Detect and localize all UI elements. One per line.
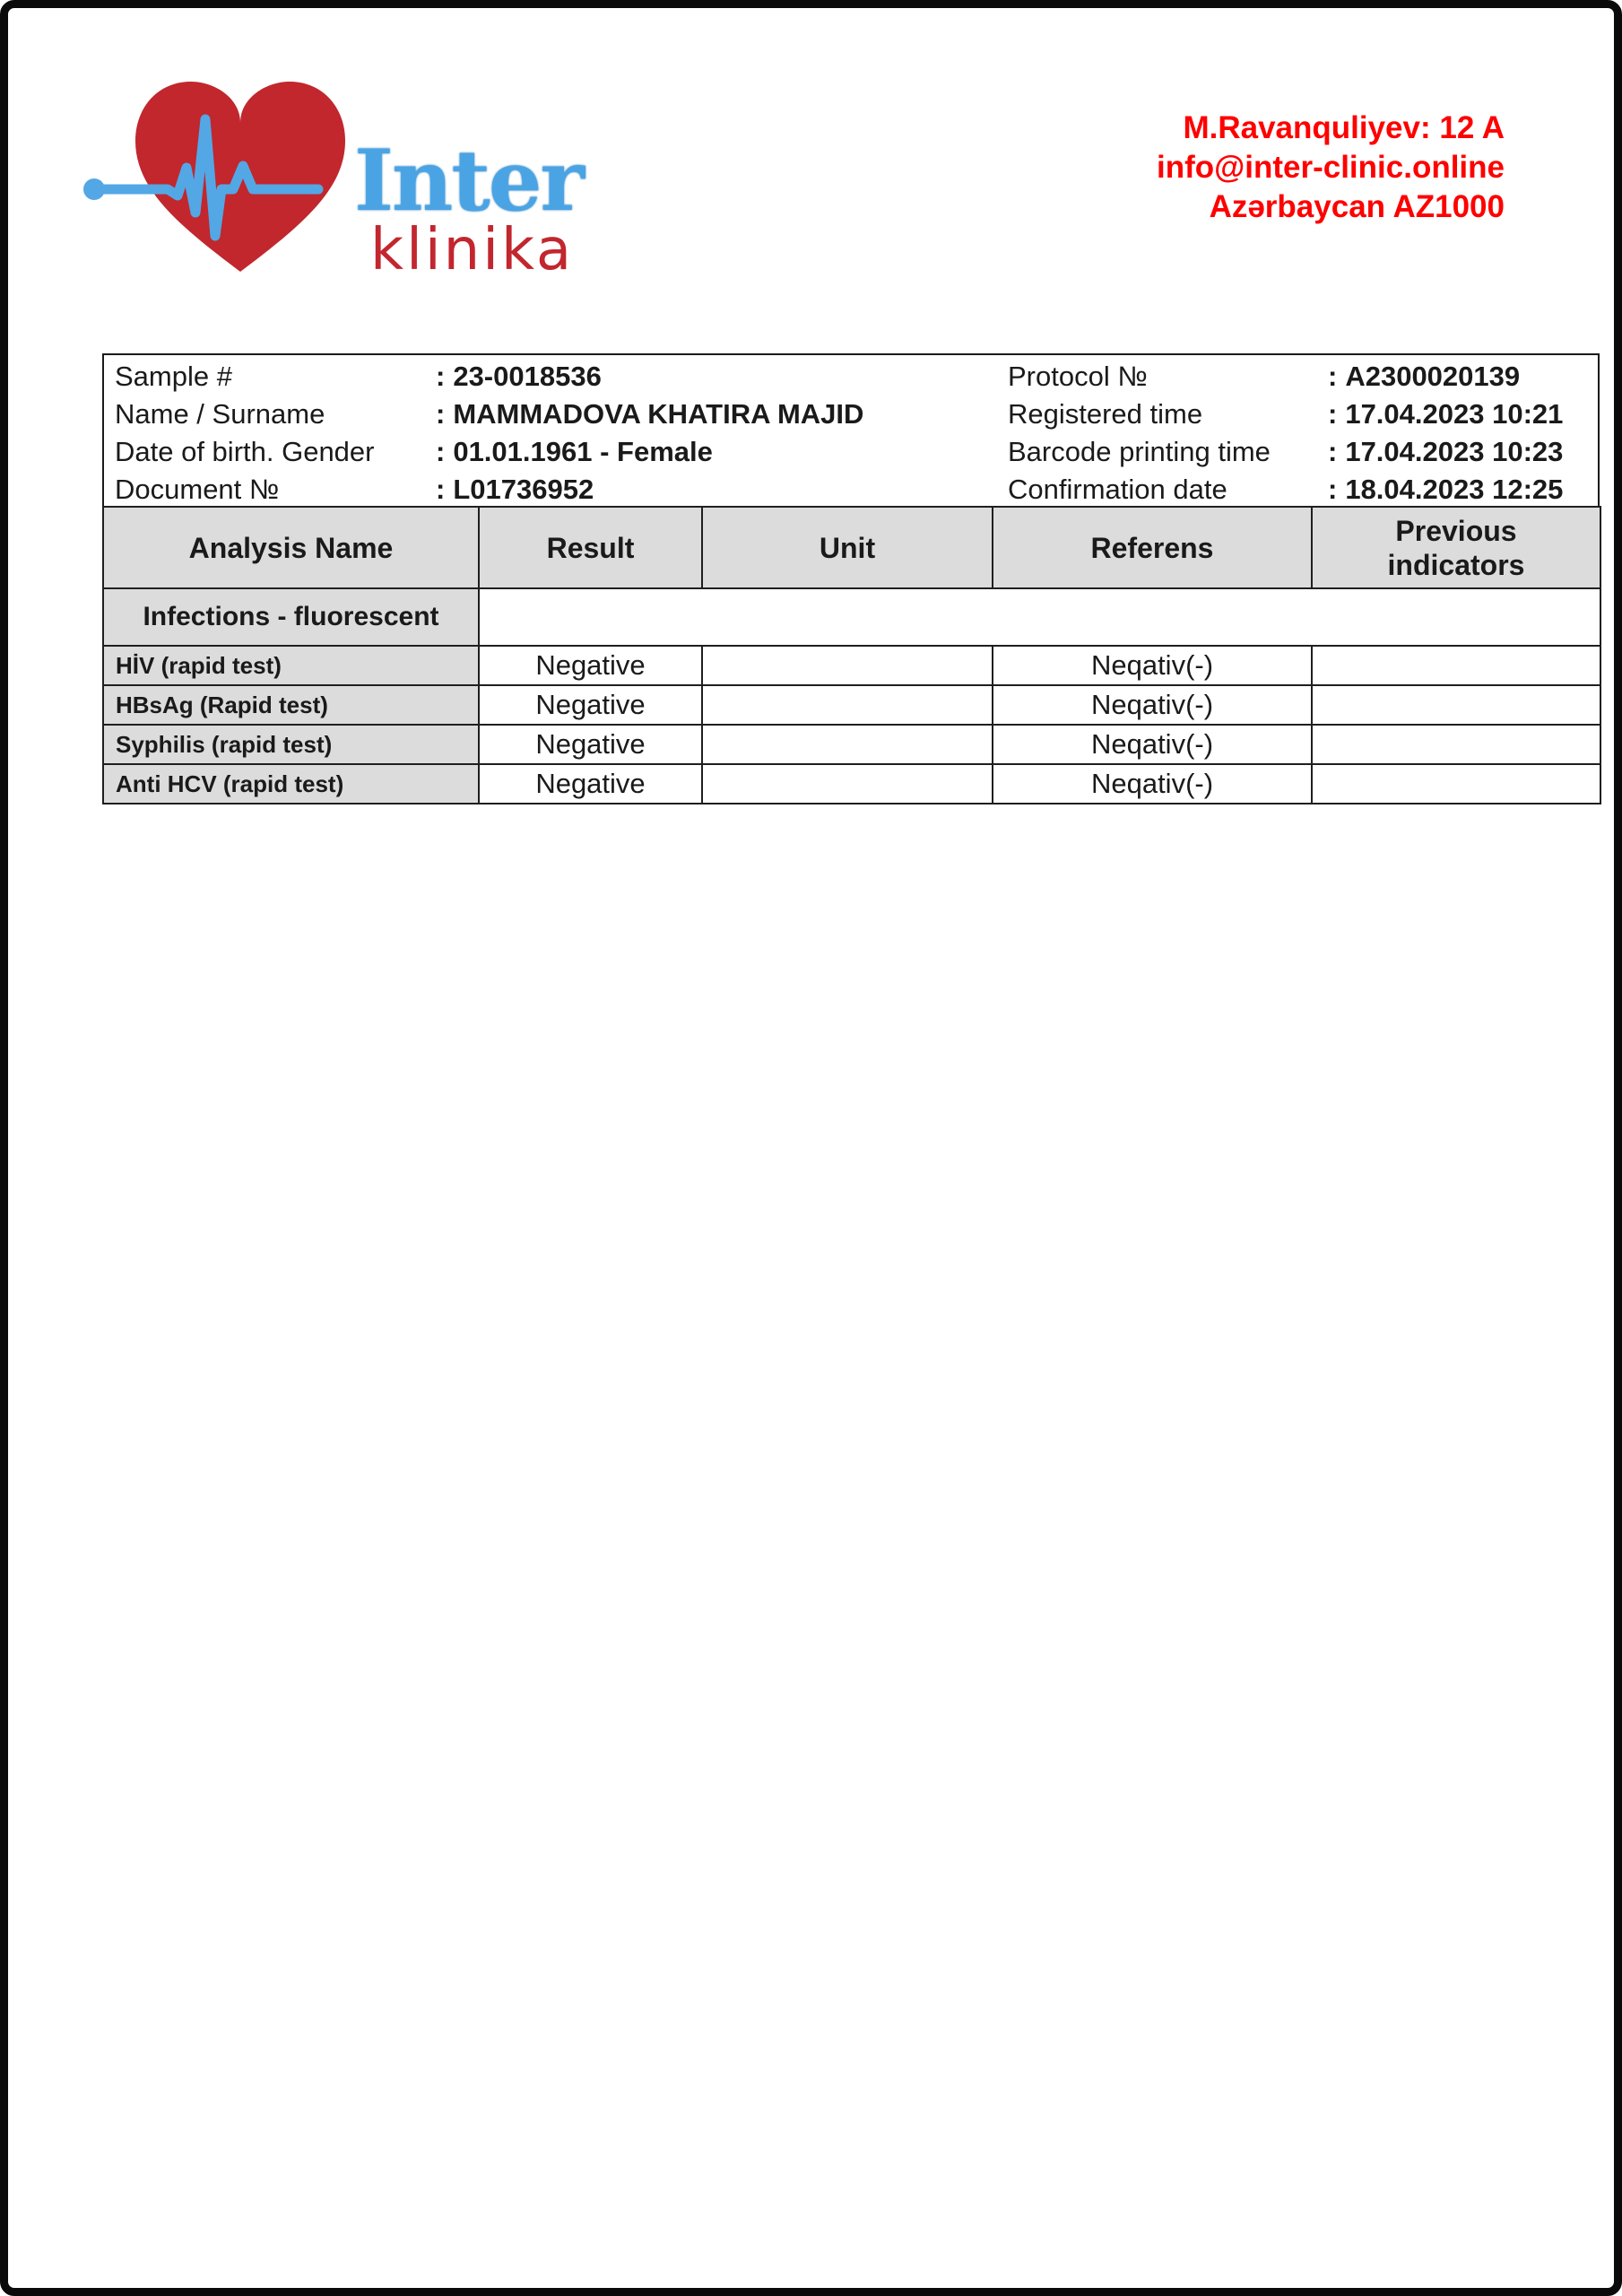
- heart-ekg-icon: [82, 67, 352, 281]
- section-row: [103, 588, 1600, 646]
- field-separator: :: [1328, 398, 1338, 430]
- field-separator: :: [1328, 474, 1338, 505]
- field-label: Protocol №: [1008, 361, 1148, 392]
- unit-cell: [702, 685, 993, 725]
- column-header-referens: Referens: [993, 507, 1312, 588]
- column-header-previous-indicators-text: Previous indicators: [1387, 514, 1525, 581]
- analysis-name-cell: Syphilis (rapid test): [103, 725, 479, 764]
- field-separator: :: [436, 474, 446, 505]
- table-row: [103, 646, 1600, 685]
- patient-field-sample: [115, 358, 922, 396]
- patient-field-document: [115, 471, 922, 509]
- results-header-row: [103, 507, 1600, 588]
- previous-cell: [1312, 764, 1600, 804]
- patient-info-right-column: [1008, 358, 1591, 509]
- field-value: 01.01.1961 - Female: [453, 436, 713, 467]
- field-value: L01736952: [453, 474, 594, 505]
- column-header-analysis-name: Analysis Name: [103, 507, 479, 588]
- contact-country-line: Azərbaycan AZ1000: [1209, 189, 1505, 224]
- previous-cell: [1312, 725, 1600, 764]
- field-separator: :: [436, 398, 446, 430]
- patient-field-name: [115, 396, 922, 433]
- brand-name-inter: Inter: [354, 132, 584, 230]
- table-row: [103, 685, 1600, 725]
- patient-field-registered: [1008, 396, 1591, 433]
- results-table: [102, 506, 1601, 804]
- result-cell: Negative: [479, 725, 702, 764]
- column-header-unit: Unit: [702, 507, 993, 588]
- analysis-name-cell: HİV (rapid test): [103, 646, 479, 685]
- field-label: Barcode printing time: [1008, 436, 1271, 467]
- patient-field-barcode: [1008, 433, 1591, 471]
- referens-cell: Neqativ(-): [993, 764, 1312, 804]
- clinic-contact-block: [1157, 109, 1505, 227]
- field-value: 18.04.2023 12:25: [1345, 474, 1564, 505]
- patient-field-confirmation: [1008, 471, 1591, 509]
- section-title: Infections - fluorescent: [103, 588, 479, 646]
- result-cell: Negative: [479, 646, 702, 685]
- analysis-name-cell: Anti HCV (rapid test): [103, 764, 479, 804]
- referens-cell: Neqativ(-): [993, 725, 1312, 764]
- field-label: Date of birth. Gender: [115, 436, 375, 467]
- field-label: Name / Surname: [115, 398, 325, 430]
- column-header-previous-indicators: [1312, 507, 1600, 588]
- field-label: Document №: [115, 474, 280, 505]
- table-row: [103, 725, 1600, 764]
- field-separator: :: [1328, 436, 1338, 467]
- unit-cell: [702, 764, 993, 804]
- result-cell: Negative: [479, 685, 702, 725]
- analysis-name-cell: HBsAg (Rapid test): [103, 685, 479, 725]
- section-empty-area: [479, 588, 1600, 646]
- field-separator: :: [1328, 361, 1338, 392]
- patient-info-left-column: [115, 358, 922, 509]
- field-value: 23-0018536: [453, 361, 602, 392]
- result-cell: Negative: [479, 764, 702, 804]
- previous-cell: [1312, 646, 1600, 685]
- field-separator: :: [436, 361, 446, 392]
- field-value: 17.04.2023 10:23: [1345, 436, 1564, 467]
- field-value: MAMMADOVA KHATIRA MAJID: [453, 398, 864, 430]
- contact-address-line: M.Ravanquliyev: 12 A: [1183, 110, 1505, 145]
- field-value: A2300020139: [1345, 361, 1521, 392]
- field-value: 17.04.2023 10:21: [1345, 398, 1564, 430]
- referens-cell: Neqativ(-): [993, 685, 1312, 725]
- table-row: [103, 764, 1600, 804]
- field-separator: :: [436, 436, 446, 467]
- unit-cell: [702, 725, 993, 764]
- column-header-result: Result: [479, 507, 702, 588]
- field-label: Registered time: [1008, 398, 1203, 430]
- field-label: Sample #: [115, 361, 232, 392]
- field-label: Confirmation date: [1008, 474, 1227, 505]
- unit-cell: [702, 646, 993, 685]
- patient-field-protocol: [1008, 358, 1591, 396]
- referens-cell: Neqativ(-): [993, 646, 1312, 685]
- patient-field-birth-gender: [115, 433, 922, 471]
- previous-cell: [1312, 685, 1600, 725]
- patient-info-box: [102, 353, 1600, 508]
- contact-email: info@inter-clinic.online: [1156, 150, 1505, 185]
- brand-name-klinika: klinika: [370, 217, 575, 283]
